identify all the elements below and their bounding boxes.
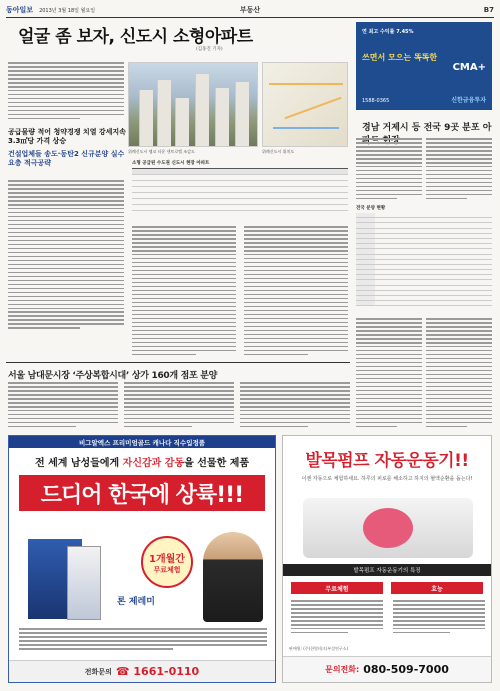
model-photo	[203, 532, 263, 622]
free-trial-badge	[141, 536, 193, 588]
lead-headline: 얼굴 좀 보자, 신도시 소형아파트	[18, 27, 253, 47]
masthead	[6, 4, 494, 16]
mid-headline: 서울 남대문시장 ‘주상복합시대’ 상가 160개 점포 분양	[8, 371, 218, 381]
cma-ad[interactable]	[356, 22, 492, 110]
map-caption: 위례신도시 위치도	[262, 149, 295, 154]
supply-table	[132, 160, 348, 220]
cma-ad-phone: 1588-0365	[362, 98, 390, 104]
mid-body-col2	[124, 382, 234, 430]
lead-subhead-2: 건설업체들 송도·동탄2 신규분양 실수요층 적극공략	[8, 150, 125, 167]
photo-caption: 위례신도시 엠코 타운 센트로엘 조감도	[128, 149, 195, 154]
right-body-b	[426, 138, 492, 202]
cma-ad-tag: 연 최고 수익률 7.45%	[362, 29, 414, 35]
product-bottle-image	[67, 546, 101, 620]
mid-body-col3	[240, 382, 350, 430]
right-news-col1	[356, 318, 422, 430]
ankle-pump-sub: 이젠 자동으로 체험하세요. 하루의 피로를 해소하고 하지의 혈액순환을 돕는다!	[301, 476, 473, 482]
ankle-pump-effect: 효능	[391, 582, 483, 594]
ankle-pump-title: 발목펌프 자동운동기!!	[305, 451, 469, 471]
page-number: B7	[483, 6, 494, 14]
ankle-pump-body	[291, 600, 383, 636]
supplement-fineprint	[19, 628, 267, 652]
supplement-line1-emphasis: 자신감과 감동	[122, 458, 185, 469]
lead-body-col1b	[8, 180, 124, 331]
issue-date: 2013년 3월 18일 월요일	[39, 7, 96, 14]
supplement-line1-post: 을 선물한 제품	[184, 458, 250, 469]
sales-table-title: 전국 분양 현황	[356, 206, 386, 211]
right-news-col2	[426, 318, 492, 430]
section-title: 부동산	[239, 6, 261, 14]
supplement-ad[interactable]	[8, 435, 276, 683]
badge-top: 1개월간	[149, 553, 185, 565]
ankle-pump-body-2	[393, 600, 485, 636]
ankle-pump-features: 발목펌프 자동운동기의 특징	[283, 564, 491, 576]
lead-byline: (김홍진 기자)	[196, 47, 223, 52]
ankle-pump-trial: 무료체험	[291, 582, 383, 594]
paper-logo: 동아일보	[6, 5, 34, 14]
ankle-pump-phone[interactable]	[283, 656, 491, 682]
ankle-phone-label: 문의전화:	[325, 665, 360, 674]
supplement-ad-banner: 비그알엑스 프리미엄골드 캐나다 직수입정품	[9, 436, 275, 448]
lead-subhead-1: 공급물량 적어 청약경쟁 치열 강세지속 3.3㎡당 가격 상승	[8, 128, 126, 145]
supplement-phone-label: 전화문의	[84, 667, 112, 676]
mid-body-col1	[8, 382, 118, 430]
right-body-a	[356, 138, 422, 202]
masthead-rule	[6, 17, 494, 18]
supplement-line1-pre: 전 세계 남성들에게	[34, 458, 123, 469]
lead-body-col3	[244, 226, 348, 357]
ankle-pump-ad[interactable]	[282, 435, 492, 683]
cma-ad-brand: 신한금융투자	[451, 97, 486, 104]
mid-rule	[6, 362, 350, 363]
supplement-ad-line2: 드디어 한국에 상륙!!!	[19, 475, 265, 511]
supplement-phone-number: ☎ 1661-0110	[115, 665, 200, 678]
cma-ad-product: CMA+	[452, 62, 486, 73]
ankle-pump-seller: 판매원: (주)한빛테크(부설연구소)	[289, 646, 349, 651]
lead-body-col1	[8, 62, 124, 122]
sales-schedule-table	[356, 205, 492, 306]
supplement-phone[interactable]	[9, 660, 275, 682]
ankle-phone-number: 080-509-7000	[363, 663, 449, 676]
cma-ad-line1: 쓰면서 모으는 똑똑한	[362, 53, 438, 62]
location-map	[262, 62, 348, 147]
model-name: 론 제레미	[117, 597, 155, 607]
right-headline: 경남 거제시 등 전국 9곳 분포 아	[362, 123, 492, 133]
supply-table-title: 소형 공급된 수도권 신도시 현장 아파트	[132, 161, 210, 166]
complex-rendering-photo	[128, 62, 258, 147]
badge-bottom: 무료체험	[153, 565, 181, 574]
supplement-ad-line1	[9, 454, 275, 469]
lead-body-col2	[132, 226, 236, 357]
ankle-pump-image	[303, 498, 473, 558]
